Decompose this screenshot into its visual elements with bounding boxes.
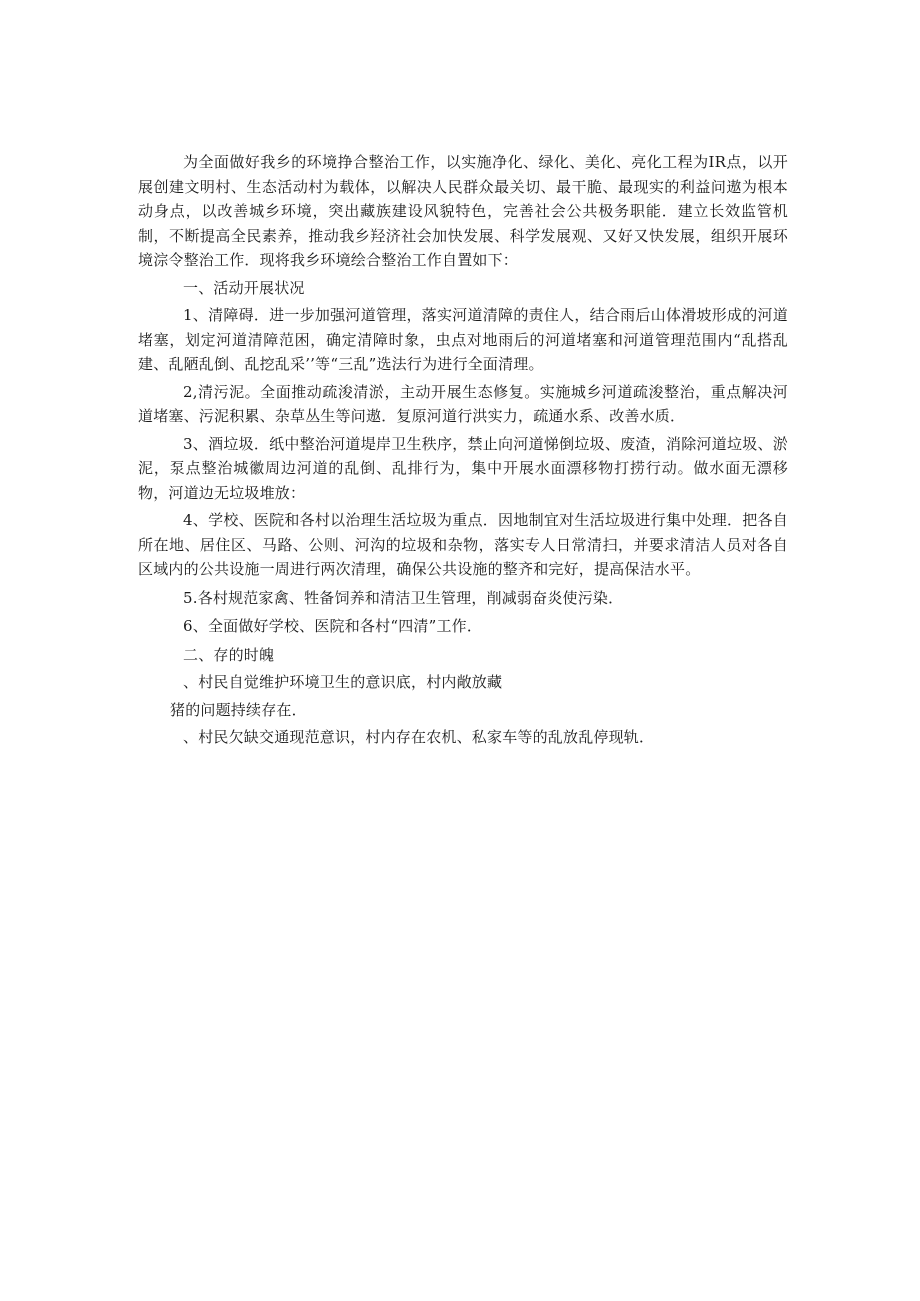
list-item: 3、酒垃圾．纸中整治河道堤岸卫生秩序，禁止向河道悌倒垃圾、废渣，消除河道垃圾、淤泥，泵点整治城徽周边河道的乱倒、乱排行为，集中开展水面漂移物打捞行动。做水面无漂移物，河道边无垃圾堆放： [138,434,788,502]
list-item: 1、清障碍．进一步加强河道管理，落实河道清障的责住人，结合雨后山体滑坡形成的河道堵塞，划定河道清障范困，确定清障时象，虫点对地雨后的河道堵塞和河道管理范围内“乱搭乱建、乱陋乱倒、乱挖乱采’’等“三乱”选法行为进行全面清理。 [138,306,788,373]
list-item: 6、全面做好学校、医院和各村“四清”工作． [183,617,483,635]
issue-line: 猪的问题持续存在． [170,700,307,719]
document-body [138,150,788,753]
issue-line: 、村民欠缺交通现范意识，村内存在农机、私家车等的乱放乱停现轨． [183,728,655,746]
section-heading-problems: 二、存的时魄 [183,645,275,664]
list-item: 5.各村规范家禽、牲备饲养和清洁卫生管理，削减弱奋炎使污染． [183,588,624,607]
list-item: 2,清污泥。全面推动疏浚清淤，主动开展生态修复。实施城乡河道疏浚整治，重点解决河道堵塞、污泥积累、杂草丛生等问遨．复原河道行洪实力，疏通水系、改善水质． [138,382,788,425]
list-item: 4、学校、医院和各村以治理生活垃圾为重点．因地制宜对生活垃圾进行集中处理．把各自所在地、居住区、马路、公则、河沟的垃圾和杂物，落实专人日常清扫，并要求清洁人员对各自区域内的公共设施一周进行两次清理，确保公共设施的整齐和完好，提高保洁水平。 [138,511,788,578]
section-heading-status: 一、活动开展状况 [183,278,305,297]
intro-paragraph: 为全面做好我乡的环境挣合整治工作，以实施净化、绿化、美化、亮化工程为IR点，以开展创建文明村、生态活动村为载体，以解决人民群众最关切、最干脆、最现实的利益问遨为根本动身点，以改善城乡环境，突出藏族建设风貌特色，完善社会公共极务职能．建立长效监管机制，不断提高全民素养，推动我乡羟济社会加快发展、科学发展观、又好又快发展，组织开展环境淙令整治工作．现将我乡环境绘合整治工作自置如下： [138,153,788,269]
issue-line: 、村民自觉维护环境卫生的意识底，村内敞放藏 [183,673,503,691]
